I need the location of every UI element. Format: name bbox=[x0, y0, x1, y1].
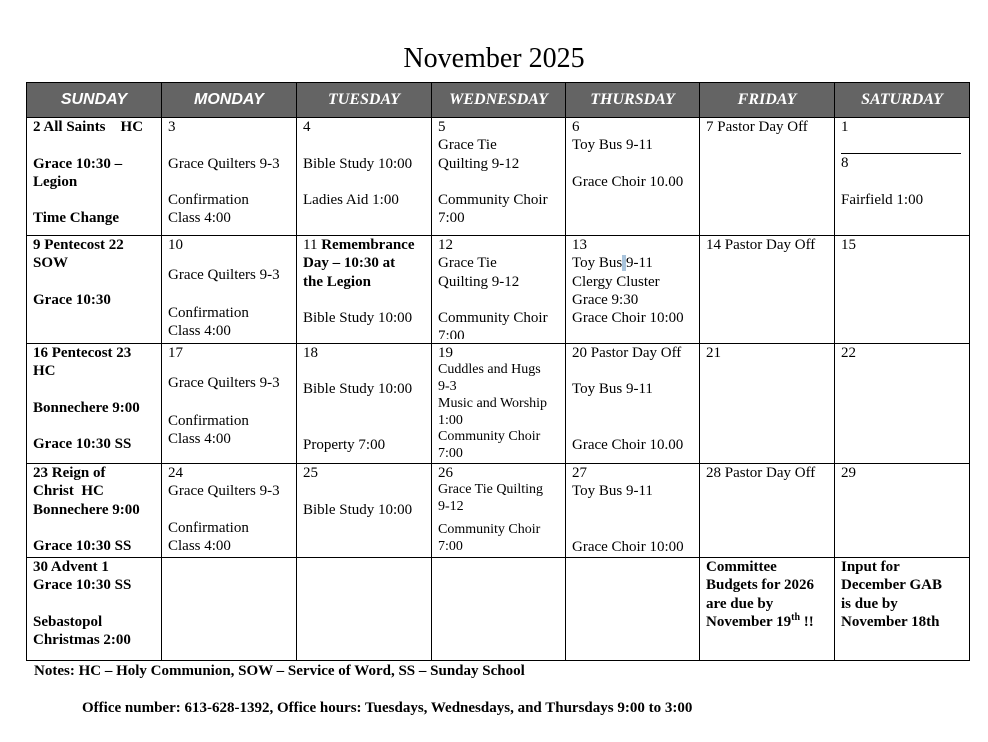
event: Toy Bus 9-11 bbox=[572, 483, 653, 500]
day-cell-1-8 bbox=[835, 118, 970, 236]
event: Cuddles and Hugs bbox=[438, 362, 541, 378]
event: Pastor Day Off bbox=[724, 465, 816, 482]
header-row bbox=[27, 83, 970, 118]
day-number: 19 bbox=[438, 345, 453, 361]
empty-cell bbox=[162, 558, 297, 661]
day-number: 10 bbox=[168, 237, 183, 253]
day-cell-19: 19 Cuddles and Hugs 9-3 Music and Worship 1:00 Community Choir 7:00 bbox=[432, 344, 566, 464]
day-cell-28 bbox=[700, 464, 835, 558]
day-number: 25 bbox=[303, 465, 318, 482]
day-number: 6 bbox=[572, 119, 580, 135]
event: Grace Choir 10:00 bbox=[572, 310, 684, 327]
day-cell-14 bbox=[700, 236, 835, 344]
day-cell-13: 13 Toy Bus 9-11 Clergy Cluster Grace 9:30 Grace Choir 10:00 bbox=[566, 236, 700, 344]
day-cell-7 bbox=[700, 118, 835, 236]
event: Property 7:00 bbox=[303, 436, 386, 453]
event: Grace Tie bbox=[438, 137, 497, 154]
event: Confirmation bbox=[168, 519, 249, 536]
gab-reminder-cell: Input for December GAB is due by November 18th bbox=[835, 558, 970, 661]
day-number: 4 bbox=[303, 119, 311, 135]
day-cell-9: 9 Pentecost 22 SOW Grace 10:30 bbox=[27, 236, 162, 344]
event: Bible Study 10:00 bbox=[303, 501, 413, 518]
event: Ladies Aid 1:00 bbox=[303, 192, 399, 209]
event: Clergy Cluster bbox=[572, 273, 660, 290]
event: Grace Quilters 9-3 bbox=[168, 267, 280, 284]
day-number: 18 bbox=[303, 345, 318, 361]
day-number: 11 bbox=[303, 237, 318, 253]
day-cell-25 bbox=[297, 464, 432, 558]
event: Music and Worship bbox=[438, 395, 548, 411]
day-cell-26: 26 Grace Tie Quilting 9-12 Community Choir 7:00 bbox=[432, 464, 566, 558]
page-title: November 2025 bbox=[403, 43, 585, 74]
header-wednesday: WEDNESDAY bbox=[432, 83, 566, 118]
day-cell-15 bbox=[835, 236, 970, 344]
notes-legend: Notes: HC – Holy Communion, SOW – Service of Word, SS – Sunday School bbox=[34, 663, 525, 679]
event: Fairfield 1:00 bbox=[841, 191, 924, 208]
day-cell-21 bbox=[700, 344, 835, 464]
day-number: 5 bbox=[438, 119, 446, 135]
day-cell-10: 10 Grace Quilters 9-3 Confirmation Class 4:00 bbox=[162, 236, 297, 344]
header-monday: MONDAY bbox=[162, 83, 297, 118]
event: Pastor Day Off bbox=[717, 119, 808, 135]
day-number: 24 bbox=[168, 465, 183, 482]
day-number: 17 bbox=[168, 345, 183, 361]
empty-cell bbox=[297, 558, 432, 661]
day-number: 3 bbox=[168, 119, 176, 135]
event: Bible Study 10:00 bbox=[303, 310, 413, 327]
day-cell-3: 3 Grace Quilters 9-3 Confirmation Class 4:00 bbox=[162, 118, 297, 236]
empty-cell bbox=[432, 558, 566, 661]
day-number: 22 bbox=[841, 345, 856, 361]
week-row bbox=[27, 558, 970, 661]
event: Confirmation bbox=[168, 304, 249, 321]
header-saturday: SATURDAY bbox=[835, 83, 970, 118]
day-number: 7 bbox=[706, 119, 714, 135]
event: Toy Bus bbox=[572, 255, 623, 272]
event: Grace Quilters 9-3 bbox=[168, 155, 280, 172]
week-row bbox=[27, 464, 970, 558]
header-thursday: THURSDAY bbox=[566, 83, 700, 118]
day-number: 15 bbox=[841, 237, 856, 253]
week-row bbox=[27, 344, 970, 464]
day-number: 21 bbox=[706, 345, 721, 361]
day-number: 27 bbox=[572, 465, 587, 482]
empty-cell bbox=[566, 558, 700, 661]
day-number: 29 bbox=[841, 465, 856, 482]
event: Grace Choir 10.00 bbox=[572, 173, 684, 190]
event: Grace Choir 10:00 bbox=[572, 538, 684, 555]
day-cell-29 bbox=[835, 464, 970, 558]
day-number: 1 bbox=[841, 119, 849, 135]
day-cell-17: 17 Grace Quilters 9-3 Confirmation Class 4:00 bbox=[162, 344, 297, 464]
event: Grace Quilters 9-3 bbox=[168, 483, 280, 500]
day-number: 8 bbox=[841, 155, 849, 172]
event: Pastor Day Off bbox=[724, 237, 816, 253]
event: Grace Choir 10.00 bbox=[572, 436, 684, 453]
event: Grace Quilters 9-3 bbox=[168, 375, 280, 392]
day-number: 28 bbox=[706, 465, 721, 482]
day-cell-18 bbox=[297, 344, 432, 464]
day-cell-2: 2 All Saints HC Grace 10:30 – Legion Time Change bbox=[27, 118, 162, 236]
event: Confirmation bbox=[168, 192, 249, 209]
header-sunday: SUNDAY bbox=[27, 83, 162, 118]
event: Bible Study 10:00 bbox=[303, 155, 413, 172]
header-tuesday: TUESDAY bbox=[297, 83, 432, 118]
week-row bbox=[27, 118, 970, 236]
day-number: 20 bbox=[572, 345, 587, 361]
day-number: 12 bbox=[438, 237, 453, 253]
day-cell-24: 24 Grace Quilters 9-3 Confirmation Class 4:00 bbox=[162, 464, 297, 558]
day-cell-6 bbox=[566, 118, 700, 236]
header-friday: FRIDAY bbox=[700, 83, 835, 118]
event: Community Choir bbox=[438, 310, 548, 327]
office-info: Office number: 613-628-1392, Office hours: Tuesdays, Wednesdays, and Thursdays 9:00 to 3:00 bbox=[82, 700, 693, 716]
calendar-table bbox=[26, 82, 970, 661]
day-cell-20 bbox=[566, 344, 700, 464]
event: Community Choir bbox=[438, 521, 541, 537]
holiday-label: Remembrance bbox=[321, 237, 415, 253]
event: Pastor Day Off bbox=[590, 345, 682, 361]
day-cell-27 bbox=[566, 464, 700, 558]
day-number: 13 bbox=[572, 237, 587, 253]
day-number: 14 bbox=[706, 237, 721, 253]
event: Community Choir bbox=[438, 192, 548, 209]
event: Toy Bus 9-11 bbox=[572, 137, 653, 154]
budget-reminder-cell: Committee Budgets for 2026 are due by November 19th !! bbox=[700, 558, 835, 661]
week-row bbox=[27, 236, 970, 344]
event: Grace Tie bbox=[438, 255, 497, 272]
day-cell-4 bbox=[297, 118, 432, 236]
event: Bible Study 10:00 bbox=[303, 381, 413, 398]
divider-line bbox=[841, 136, 961, 154]
event: Confirmation bbox=[168, 412, 249, 429]
day-cell-5: 5 Grace Tie Quilting 9-12 Community Choir 7:00 bbox=[432, 118, 566, 236]
day-cell-11: 11 Remembrance Day – 10:30 at the Legion Bible Study 10:00 bbox=[297, 236, 432, 344]
day-cell-22 bbox=[835, 344, 970, 464]
day-number: 26 bbox=[438, 465, 453, 482]
event: Toy Bus 9-11 bbox=[572, 381, 653, 398]
event: Grace Tie Quilting bbox=[438, 482, 543, 498]
day-cell-30: 30 Advent 1 Grace 10:30 SS Sebastopol Christmas 2:00 bbox=[27, 558, 162, 661]
event: Community Choir bbox=[438, 429, 541, 445]
day-cell-23: 23 Reign of Christ HC Bonnechere 9:00 Grace 10:30 SS bbox=[27, 464, 162, 558]
day-cell-16: 16 Pentecost 23 HC Bonnechere 9:00 Grace 10:30 SS bbox=[27, 344, 162, 464]
day-cell-12: 12 Grace Tie Quilting 9-12 Community Choir 7:00 bbox=[432, 236, 566, 344]
